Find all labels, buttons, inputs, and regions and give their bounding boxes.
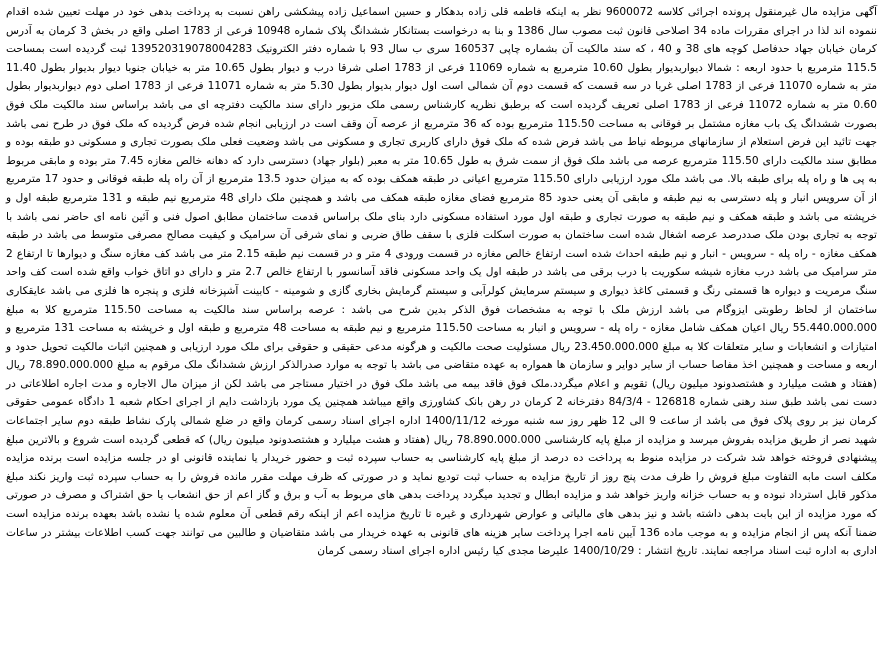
notice-body-text: آگهی مزایده مال غیرمنقول پرونده اجرائی کلاسه 9600072 نظر به اینکه فاطمه قلی زاده بدهکار و حسین اسماعیل زاده پیشکشی راهن نسبت به پرداخت بدهی خود در مهلت تعیین شده اقدام ننموده اند لذا در اجرای مقررات ماده 34 اصلاحی قانون ثبت مصوب سال 1386 و بنا به درخواست بستانکار ششدانگ پلاک شماره 10948 فرعی از 1783 اصلی واقع در بخش 3 کرمان به آدرس کرمان خیابان جهاد حدفاصل کوچه های 38 و 40 ، که سند مالکیت آن بشماره چاپی 160537 سری ب سال 93 با شماره دفتر الکترونیک 139520319078004283 ثبت گردیده است بمساحت 115.5 مترمربع با حدود اربعه : شمالا دیواربدیوار بطول 10.60 مترمربع به شماره 11069 فرعی از 1783 اصلی شرقا درب و دیوار بطول 10.65 متر به خیابان جنوبا دیوار بدیوار بطول 11.40 متر به شماره 11070 فرعی از 1783 اصلی غربا در سه قسمت که قسمت دوم آن شمالی است اول دیوار بدیوار بطول 5.30 متر به شماره 11071 فرعی از 1783 اصلی دوم دیواربدیوار بطول 0.60 متر به شماره 11072 فرعی از 1783 اصلی تعریف گردیده است که برطبق نظریه کارشناس رسمی ملک مزبور دارای سند مالکیت دفترچه ای می باشد براساس سند مالکیت ملک فوق بصورت ششدانگ یک باب مغازه مشتمل بر فوقانی به مساحت 115.50 مترمربع بوده که 36 مترمربع از عرصه آن وقف است در ارزیابی انجام شده فرض گردیده که ملک فوق در طرح نمی باشد جهت تائید این فرض استعلام از سازمانهای مربوطه نیاط می باشد فرض شده که ملک فوق دارای کاربری تجاری و مسکونی می باشد وضعیت فعلی ملک بصورت تجاری و مسکونی دو طبقه بوده و مطابق سند مالکیت دارای 115.50 مترمربع عرصه می باشد ملک فوق از سمت شرق به طول 10.65 متر به معبر (بلوار جهاد) دسترسی دارد که دهانه خالص مغازه 7.45 متر بوده و مابقی مربوط به پی ها و راه پله برای طبقه بالا. می باشد ملک مورد ارزیابی دارای 115.50 مترمربع اعیانی در طبقه همکف بوده که به میزان حدود 13.5 مترمربع از آن راه پله طبقه فوقانی و حدود 17 مترمربع از آن سرویس انبار و پله دسترسی به نیم طبقه و مابقی آن یعنی حدود 85 مترمربع فضای مغازه طبقه همکف می باشد و همچنین ملک دارای 48 مترمربع نیم طبقه و 131 مترمربع طبقه اول و خرپشته می باشد و طبقه همکف و نیم طبقه به صورت تجاری و طبقه اول مورد استفاده مسکونی دارد بنای ملک براساس قدمت ساختمان مطابق اصول فنی و آئین نامه ای حاضر نمی باشد با توجه به تجاری بودن ملک صددرصد عرصه اشغال شده است ساختمان به صورت اسکلت فلزی با سقف طاق ضربی و نمای شرقی آن سرامیک و کیفیت مصالح مصرفی متوسط می باشد در طبقه همکف مغازه - راه پله - سرویس - انبار و نیم طبقه احداث شده است ارتفاع خالص مغازه در قسمت ورودی 4 متر و در قسمت نیم طبقه 2.15 متر می باشد کف مغازه سنگ و دیوارها تا ارتفاع 2 متر سرامیک می باشد درب مغازه شیشه سکوریت با درب برقی می باشد در طبقه اول یک واحد مسکونی فاقد آسانسور با ارتفاع خالص 2.7 متر و دارای دو اتاق خواب واقع شده است کف واحد سنگ مرمریت و دیواره ها قسمتی رنگ و قسمتی کاغذ دیواری و سیستم سرمایش کولرآبی و سیستم گرمایش بخاری گازی و شومینه - کابینت آشپزخانه فلزی و پنجره ها فلزی می باشد عایقکاری ساختمان از لحاظ رطوبتی ایزوگام می باشد ارزش ملک با توجه به مشخصات فوق الذکر بدین شرح می باشد : عرصه براساس سند مالکیت به مساحت 115.50 مترمربع کلا به مبلغ 55.440.000.000 ریال اعیان همکف شامل مغازه - راه پله - سرویس و انبار به مساحت 115.50 مترمربع و نیم طبقه به مساحت 48 مترمربع و طبقه اول و خرپشته به مساحت 131 مترمربع و امتیازات و انشعابات و سایر متعلقات کلا به مبلغ 23.450.000.000 ریال مسئولیت صحت مالکیت و هرگونه مدعی حقیقی و حقوقی برای ملک مورد ارزیابی و همچنین اثبات مالکیت تحویل حدود و اربعه و مساحت و همچنین اخذ مفاصا حساب از سایر دوایر و سازمان ها همواره به عهده متقاضی می باشد با توجه به موارد صدرالذکر ارزش ششدانگ ملک مرقوم به مبلغ 78.890.000.000 ریال (هفتاد و هشت میلیارد و هشتصدونود میلیون ریال) تقویم و اعلام میگردد.ملک فوق فاقد بیمه می باشد ملک فوق در اختیار مستاجر می باشد لکن از میزان مال الاجاره و مدت اجاره اطلاعاتی در دست نمی باشد طبق سند رهنی شماره 126818 - 84/3/4 دفترخانه 2 کرمان در رهن بانک کشاورزی واقع میباشد همچنین یک مورد بازداشت دایم از اجرای احکام شعبه 1 دادگاه عمومی حقوقی کرمان نیز بر روی پلاک فوق می باشد از ساعت 9 الی 12 ظهر روز سه شنبه مورخه 1400/11/12 اداره اجرای اسناد رسمی کرمان واقع در ضلع شمالی پارک نشاط طبقه دوم سایر اجتماعات شهید نصر از طریق مزایده بفروش میرسد و مزایده از مبلغ پایه کارشناسی 78.890.000.000 ریال (هفتاد و هشت میلیارد و هشتصدونود میلیون ریال) که قطعی گردیده است شروع و بالاترین مبلغ پیشنهادی فروخته خواهد شد شرکت در مزایده منوط به پرداخت ده درصد از مبلغ پایه کارشناسی به حساب سپرده ثبت و حضور خریدار یا نماینده قانونی او در جلسه مزایده است برنده مزایده مکلف است مابه التفاوت مبلغ فروش را ظرف مدت پنج روز از تاریخ مزایده به حساب ثبت تودیع نماید و در صورتی که ظرف مهلت مقرر مانده فروش را به حساب سپرده ثبت واریز نکند مبلغ مذکور قابل استرداد نبوده و به حساب خزانه واریز خواهد شد و مزایده ابطال و تجدید میگردد پرداخت بدهی های مربوط به آب و برق و گاز اعم از حق انشعاب یا حق اشتراک و مصرف در صورتی که مورد مزایده از این بابت بدهی داشته باشد و نیز بدهی های مالیاتی و عوارض شهرداری و غیره تا تاریخ مزایده اعم از اینکه رقم قطعی آن معلوم شده یا نشده باشد بعهده برنده مزایده است ضمنا آنکه پس از انجام مزایده و به موجب ماده 136 آیین نامه اجرا پرداخت سایر هزینه های قانونی به عهده خریدار می باشد متقاضیان و طالبین می توانند جهت کسب اطلاعات بیشتر در ساعات اداری به اداره ثبت اسناد مراجعه نمایند. تاریخ انتشار : 1400/10/29 علیرضا مجدی کیا رئیس اداره اجرای اسناد رسمی کرمان [6, 6, 878, 558]
